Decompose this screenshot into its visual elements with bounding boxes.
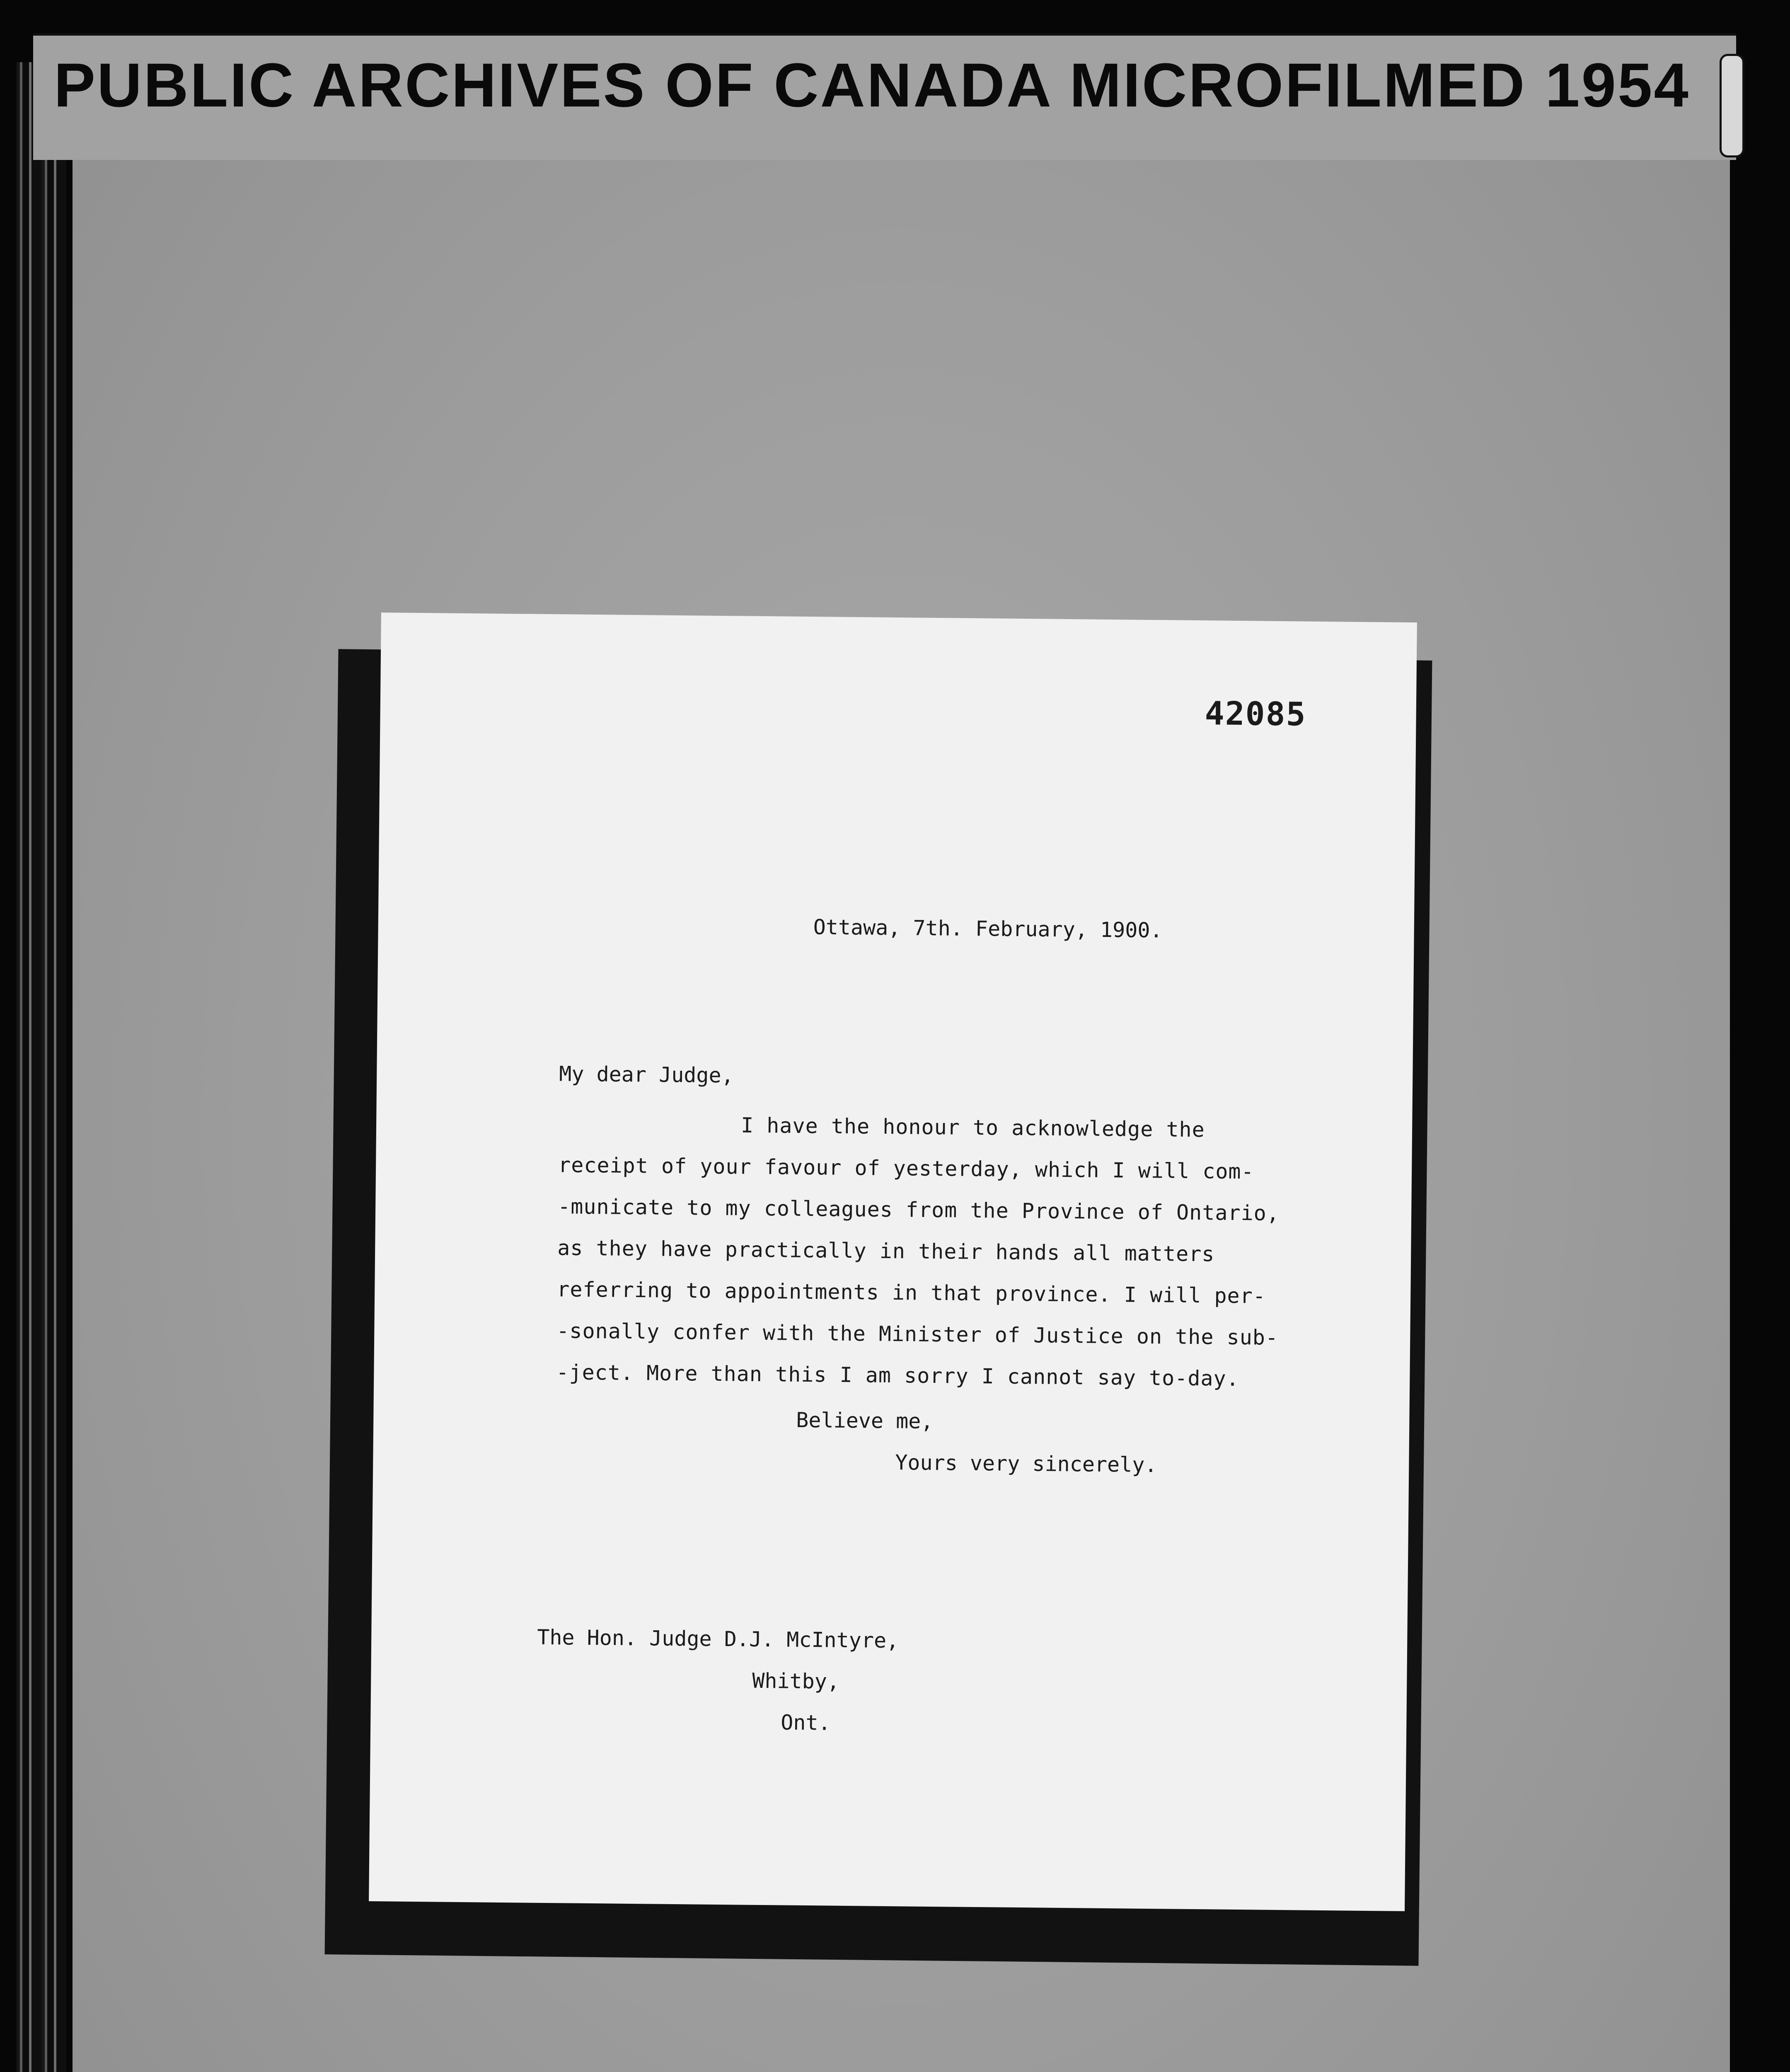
letter-date: Ottawa, 7th. February, 1900. bbox=[813, 915, 1163, 943]
recipient-town: Whitby, bbox=[752, 1668, 840, 1694]
document-number: 42085 bbox=[1205, 695, 1306, 733]
letter-body-line: -ject. More than this I am sorry I cannot say to-day. bbox=[556, 1360, 1240, 1391]
letter-closing: Believe me, bbox=[796, 1408, 934, 1433]
recipient-name: The Hon. Judge D.J. McIntyre, bbox=[537, 1625, 899, 1653]
letter-body-line: as they have practically in their hands all matters bbox=[557, 1236, 1215, 1266]
letter-body-line: -municate to my colleagues from the Province of Ontario, bbox=[557, 1194, 1280, 1225]
archive-banner: PUBLIC ARCHIVES OF CANADA MICROFILMED 1954 bbox=[54, 50, 1690, 120]
film-edge-strip bbox=[17, 62, 66, 2072]
recipient-province: Ont. bbox=[781, 1710, 831, 1735]
letter-page bbox=[369, 612, 1417, 1911]
letter-body-line: referring to appointments in that province. I will per- bbox=[557, 1277, 1266, 1308]
letter-body-line: I have the honour to acknowledge the bbox=[740, 1113, 1205, 1142]
letter-body-line: -sonally confer with the Minister of Justice on the sub- bbox=[556, 1319, 1279, 1350]
letter-body-line: receipt of your favour of yesterday, which I will com- bbox=[558, 1153, 1254, 1184]
film-clip-mark bbox=[1720, 54, 1744, 157]
letter-salutation: My dear Judge, bbox=[559, 1062, 734, 1088]
letter-signoff: Yours very sincerely. bbox=[895, 1450, 1157, 1477]
